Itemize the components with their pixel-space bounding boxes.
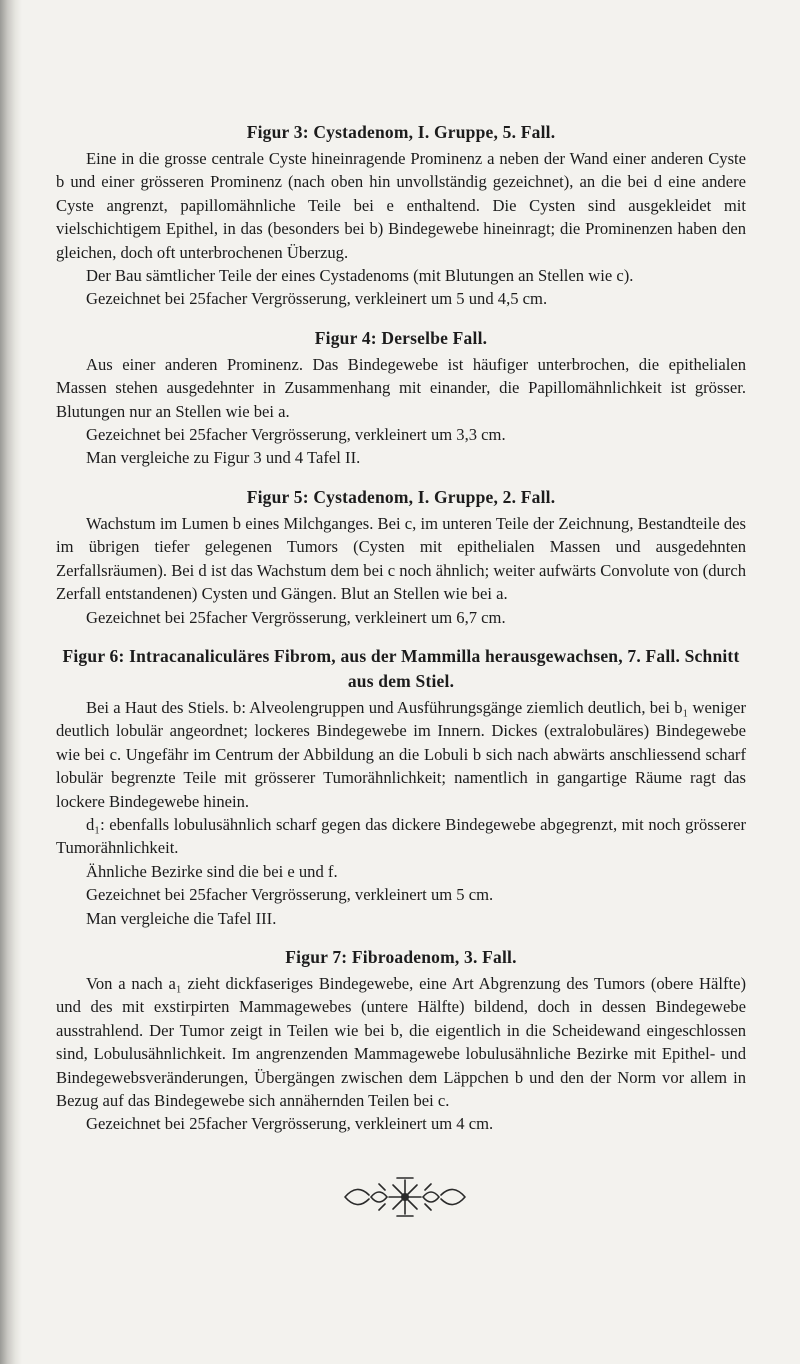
paragraph: Gezeichnet bei 25facher Vergrösserung, verkleinert um 5 und 4,5 cm. [86,289,548,309]
paragraph: d₁: ebenfalls lobulusähnlich scharf gegen das dickere Bindegewebe abgegrenzt, mit noch grösserer Tumorähnlichkeit. [56,814,746,858]
paragraph: Ähnliche Bezirke sind die bei e und f. [86,861,338,881]
paragraph: Von a nach a₁ zieht dickfaseriges Bindegewebe, eine Art Abgrenzung des Tumors (obere Hälfte) und des mit exstirpirten Mammagewebes (untere Hälfte) bildend, doch in dessen Bindegewebe ausstrahlend. Der Tumor zeigt in Teilen wie bei b, die eigentlich in die Scheidewand eingeschlossen sind, Lobulusähnlichkeit. Im angrenzenden Mammagewebe lobulusähnliche Bezirke mit Epithel- und Bindegewebsveränderungen, Übergängen zwischen dem Läppchen b und den der Norm vor allem in Bezug auf das Bindegewebe sich annähernden Teilen bei c. [56,973,746,1110]
section-figur-7 [56,945,746,1136]
section-heading: Figur 5: Cystadenom, I. Gruppe, 2. Fall. [246,486,556,507]
paragraph: Gezeichnet bei 25facher Vergrösserung, verkleinert um 3,3 cm. [86,425,506,445]
document-page [56,120,746,1136]
paragraph: Eine in die grosse centrale Cyste hineinragende Prominenz a neben der Wand einer anderen Cyste b und einer grösseren Prominenz (nach oben hin unvollständig gezeichnet), an die bei d eine andere Cyste angrenzt, papillomähnliche Teile bei e enthaltend. Die Cysten sind ausgekleidet mit vielschichtigem Epithel, in das (besonders bei b) Bindegewebe hineinragt; die Prominenzen haben den gleichen, doch oft unterbrochenen Überzug. [56,149,746,262]
paragraph: Aus einer anderen Prominenz. Das Bindegewebe ist häufiger unterbrochen, die epithelialen Massen stehen ausgedehnter in Zusammenhang mit einander, die Papillomähnlichkeit ist grösser. Blutungen nur an Stellen wie bei a. [56,354,746,421]
paragraph: Gezeichnet bei 25facher Vergrösserung, verkleinert um 5 cm. [86,885,494,905]
paragraph: Man vergleiche die Tafel III. [86,908,277,928]
paragraph: Gezeichnet bei 25facher Vergrösserung, verkleinert um 4 cm. [86,1114,494,1134]
ornament-icon [335,1172,475,1222]
section-heading: Figur 6: Intracanaliculäres Fibrom, aus der Mammilla herausgewachsen, 7. Fall. Schnitt aus dem Stiel. [62,645,740,691]
section-figur-3 [56,120,746,311]
section-figur-6 [56,644,746,930]
section-figur-4 [56,326,746,470]
paragraph: Bei a Haut des Stiels. b: Alveolengruppen und Ausführungsgänge ziemlich deutlich, bei b₁ weniger deutlich lobulär angeordnet; lockeres Bindegewebe im Innern. Dickes (extralobuläres) Bindegewebe wie bei c. Ungefähr im Centrum der Abbildung an die Lobuli b sich nach abwärts anschliessend scharf lobulär begrenzte Teile mit grösserer Tumorähnlichkeit; namentlich in gangartige Räume ragt das lockere Bindegewebe hinein. [56,697,746,811]
paragraph: Der Bau sämtlicher Teile der eines Cystadenoms (mit Blutungen an Stellen wie c). [86,266,634,286]
section-heading: Figur 3: Cystadenom, I. Gruppe, 5. Fall. [246,122,556,142]
section-figur-5 [56,485,746,629]
section-heading: Figur 7: Fibroadenom, 3. Fall. [285,946,517,967]
book-binding-shadow [0,0,22,1364]
section-heading: Figur 4: Derselbe Fall. [314,327,488,348]
paragraph: Wachstum im Lumen b eines Milchganges. Bei c, im unteren Teile der Zeichnung, Bestandteile des im übrigen tiefer gelegenen Tumors (Cysten mit epithelialen Massen und ausgedehnten Zerfallsräumen). Bei d ist das Wachstum dem bei c noch ähnlich; weiter aufwärts Convolute von (durch Zerfall entstandenen) Cysten und Gängen. Blut an Stellen wie bei a. [56,513,746,604]
paragraph: Gezeichnet bei 25facher Vergrösserung, verkleinert um 6,7 cm. [86,607,506,627]
paragraph: Man vergleiche zu Figur 3 und 4 Tafel II. [86,448,361,468]
